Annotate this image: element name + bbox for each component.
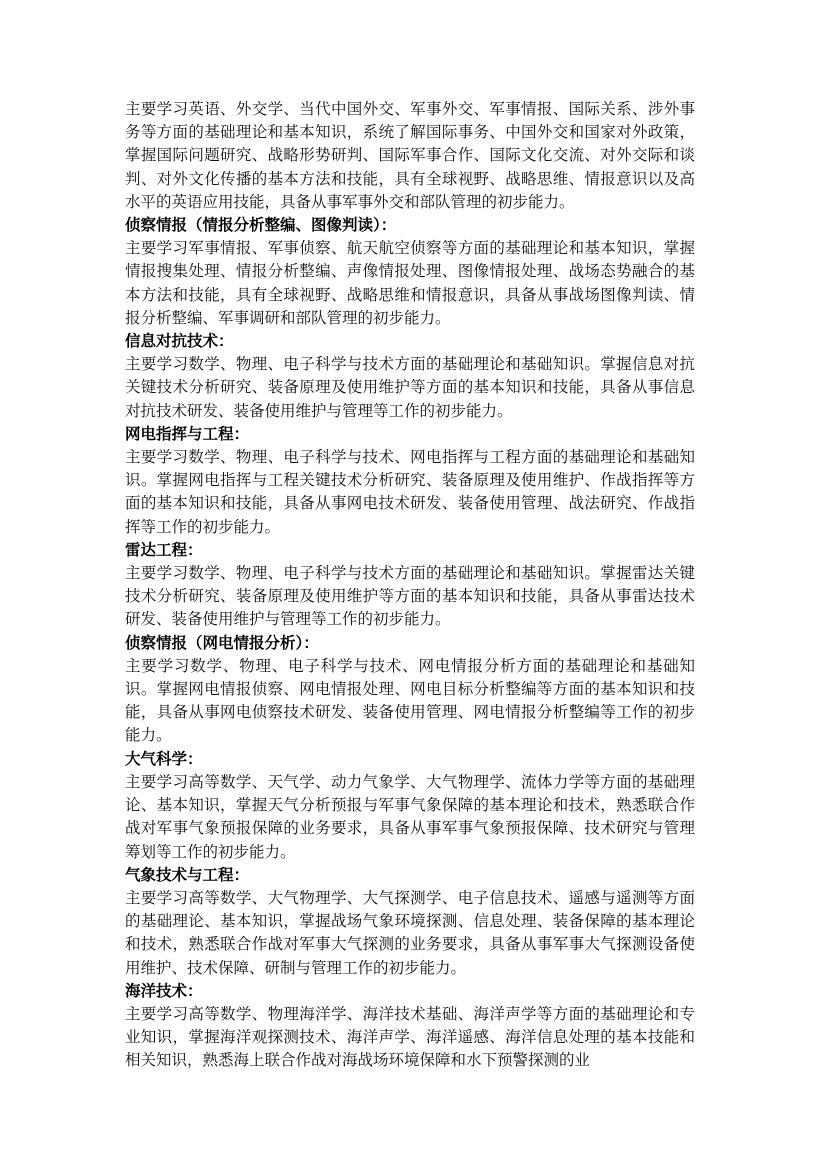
section-body-radar-engineering: 主要学习数学、物理、电子科学与技术方面的基础理论和基础知识。掌握雷达关键技术分析研究、装备原理及使用维护等方面的基本知识和技能，具备从事雷达技术研发、装备使用维护与管理等工作的初步能力。 (125, 564, 695, 629)
intro-paragraph: 主要学习英语、外交学、当代中国外交、军事外交、军事情报、国际关系、涉外事务等方面的基础理论和基本知识，系统了解国际事务、中国外交和国家对外政策，掌握国际问题研究、战略形势研判、国际军事合作、国际文化交流、对外交际和谈判、对外文化传播的基本方法和技能，具有全球视野、战略思维、情报意识以及高水平的英语应用技能，具备从事军事外交和部队管理的初步能力。 (125, 100, 695, 211)
section-body-ocean-technology: 主要学习高等数学、物理海洋学、海洋技术基础、海洋声学等方面的基础理论和专业知识，掌握海洋观探测技术、海洋声学、海洋遥感、海洋信息处理的基本技能和相关知识，熟悉海上联合作战对海战场环境保障和水下预警探测的业 (125, 1004, 695, 1070)
section-heading-network-command: 网电指挥与工程： (125, 424, 250, 443)
section-body-network-command: 主要学习数学、物理、电子科学与技术、网电指挥与工程方面的基础理论和基础知识。掌握网电指挥与工程关键技术分析研究、装备原理及使用维护、作战指挥等方面的基本知识和技能，具备从事网电技术研发、装备使用管理、战法研究、作战指挥等工作的初步能力。 (125, 448, 695, 536)
section-heading-atmospheric-science: 大气科学： (125, 749, 203, 768)
section-heading-recon-intel-image: 侦察情报（情报分析整编、图像判读）： (125, 216, 397, 235)
section-heading-meteorology-engineering: 气象技术与工程： (125, 865, 250, 884)
section-heading-info-countermeasure: 信息对抗技术： (125, 332, 234, 351)
document-body (125, 98, 695, 1073)
section-body-atmospheric-science: 主要学习高等数学、天气学、动力气象学、大气物理学、流体力学等方面的基础理论、基本知识，掌握天气分析预报与军事气象保障的基本理论和技术，熟悉联合作战对军事气象预报保障的业务要求，具备从事军事气象预报保障、技术研究与管理筹划等工作的初步能力。 (125, 772, 695, 861)
section-body-meteorology-engineering: 主要学习高等数学、大气物理学、大气探测学、电子信息技术、遥感与遥测等方面的基础理论、基本知识，掌握战场气象环境探测、信息处理、装备保障的基本理论和技术，熟悉联合作战对军事大气探测的业务要求，具备从事军事大气探测设备使用维护、技术保障、研制与管理工作的初步能力。 (125, 888, 695, 977)
section-heading-ocean-technology: 海洋技术： (125, 981, 203, 1000)
section-heading-radar-engineering: 雷达工程： (125, 540, 203, 559)
section-body-recon-intel-image: 主要学习军事情报、军事侦察、航天航空侦察等方面的基础理论和基本知识，掌握情报搜集处理、情报分析整编、声像情报处理、图像情报处理、战场态势融合的基本方法和技能，具有全球视野、战略思维和情报意识，具备从事战场图像判读、情报分析整编、军事调研和部队管理的初步能力。 (125, 239, 695, 327)
section-body-recon-intel-network: 主要学习数学、物理、电子科学与技术、网电情报分析方面的基础理论和基础知识。掌握网电情报侦察、网电情报处理、网电目标分析整编等方面的基本知识和技能，具备从事网电侦察技术研发、装备使用管理、网电情报分析整编等工作的初步能力。 (125, 656, 695, 745)
section-heading-recon-intel-network: 侦察情报（网电情报分析）： (125, 633, 319, 652)
section-body-info-countermeasure: 主要学习数学、物理、电子科学与技术方面的基础理论和基础知识。掌握信息对抗关键技术分析研究、装备原理及使用维护等方面的基本知识和技能，具备从事信息对抗技术研发、装备使用维护与管理等工作的初步能力。 (125, 355, 695, 420)
